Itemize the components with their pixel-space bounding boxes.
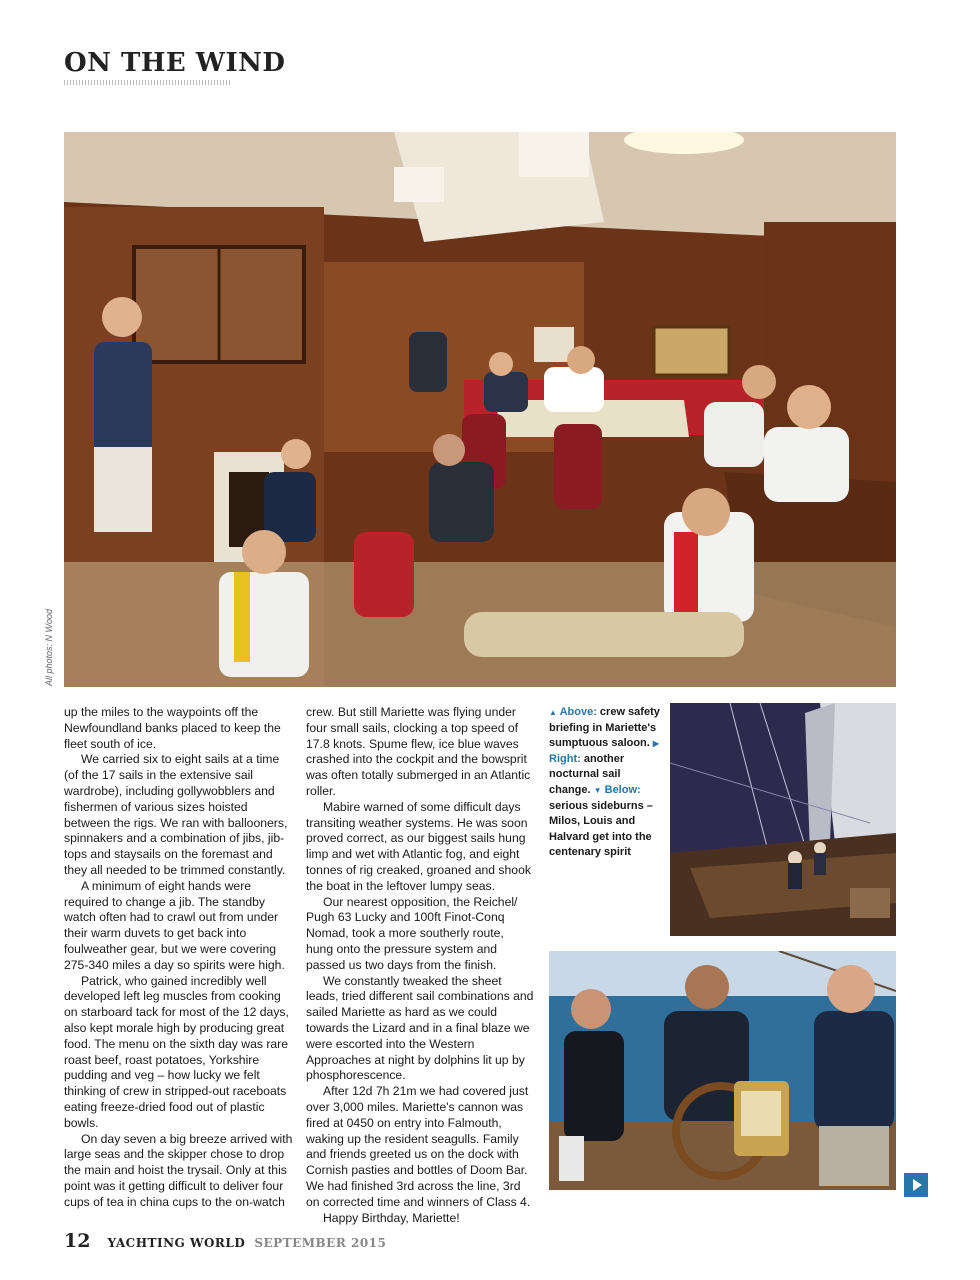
paragraph: up the miles to the waypoints off the Newfoundland banks placed to keep the fleet south of ice. bbox=[64, 705, 281, 751]
page-footer bbox=[64, 1230, 386, 1252]
triangle-right-icon: ▶ bbox=[652, 739, 660, 749]
paragraph: We carried six to eight sails at a time (of the 17 sails in the extensive sail wardrobe), including gollywobblers and fishermen of various sizes hoisted between the rigs. We ran with ballooners, spinnakers and a combination of jibs, jib-tops and staysails on the foremast and they all needed to be trimmed constantly. bbox=[64, 752, 288, 877]
caption-right-text: another nocturnal sail change. bbox=[549, 752, 625, 796]
article-column-2 bbox=[306, 705, 534, 1226]
play-icon bbox=[913, 1179, 922, 1191]
caption-above-text: crew safety briefing in Mariette's sumptuous saloon. bbox=[549, 706, 660, 750]
page-number: 12 bbox=[64, 1230, 91, 1252]
magazine-name: YACHTING WORLD bbox=[107, 1236, 246, 1250]
section-title: ON THE WIND bbox=[64, 48, 286, 78]
next-page-button[interactable] bbox=[904, 1173, 928, 1197]
saloon-photo bbox=[64, 132, 896, 687]
triangle-down-icon: ▼ bbox=[593, 785, 602, 795]
crew-wheel-photo bbox=[549, 951, 896, 1190]
caption-above-label: Above: bbox=[559, 706, 597, 718]
paragraph: On day seven a big breeze arrived with large seas and the skipper chose to drop the main and hoist the trysail. Only at this point was it getting difficult to deliver four cups of tea in china cups to the on-watch bbox=[64, 1131, 293, 1209]
caption-right-label: Right: bbox=[549, 752, 581, 765]
article-column-1 bbox=[64, 705, 296, 1211]
caption-below-label: Below: bbox=[604, 783, 641, 796]
paragraph: After 12d 7h 21m we had covered just over 3,000 miles. Mariette's cannon was fired at 0450 on entry into Falmouth, waking up the resident seagulls. Family and friends greeted us on the dock with Cornish pasties and bottles of Doom Bar. We had finished 3rd across the line, 3rd on corrected time and winners of Class 4. bbox=[306, 1084, 531, 1209]
caption-below-text: serious sideburns – Milos, Louis and Halvard get into the centenary spirit bbox=[549, 799, 653, 859]
paragraph: Our nearest opposition, the Reichel/ Pugh 63 Lucky and 100ft Finot-Conq Nomad, took a more southerly route, hung onto the pressure system and passed us two days from the finish. bbox=[306, 894, 518, 972]
photo-credit: All photos: N Wood bbox=[44, 608, 54, 686]
night-sail-photo bbox=[670, 703, 896, 936]
title-rule bbox=[64, 80, 230, 85]
issue-date: SEPTEMBER 2015 bbox=[254, 1236, 387, 1250]
paragraph: crew. But still Mariette was flying under four small sails, clocking a top speed of 17.8 knots. Spume flew, ice blue waves crashed into the cockpit and the bowsprit was often totally submerged in an Atlantic roller. bbox=[306, 705, 531, 798]
paragraph: Patrick, who gained incredibly well developed left leg muscles from cooking on starboard tack for most of the 12 days, also kept morale high by producing great food. The menu on the sixth day was rare roast beef, roast potatoes, Yorkshire pudding and veg – how lucky we felt thinking of crew in stripped-out raceboats eating freeze-dried food out of plastic bowls. bbox=[64, 973, 289, 1130]
triangle-up-icon: ▲ bbox=[549, 708, 557, 717]
paragraph: Happy Birthday, Mariette! bbox=[323, 1210, 460, 1225]
paragraph: We constantly tweaked the sheet leads, tried different sail combinations and sailed Mariette as hard as we could towards the Lizard and in a final blaze we were escorted into the Western Approaches at night by dolphins lit up by phosphorescence. bbox=[306, 973, 534, 1083]
paragraph: Mabire warned of some difficult days transiting weather systems. He was soon proved correct, as our biggest sails hung limp and wet with Atlantic fog, and eight tonnes of rig creaked, groaned and shook the boat in the leftover lumpy seas. bbox=[306, 799, 531, 893]
photo-captions bbox=[549, 705, 661, 861]
paragraph: A minimum of eight hands were required to change a jib. The standby watch often had to crawl out from under their warm duvets to get back into foulweather gear, but we were covering 275-340 miles a day so spirits were high. bbox=[64, 878, 285, 972]
